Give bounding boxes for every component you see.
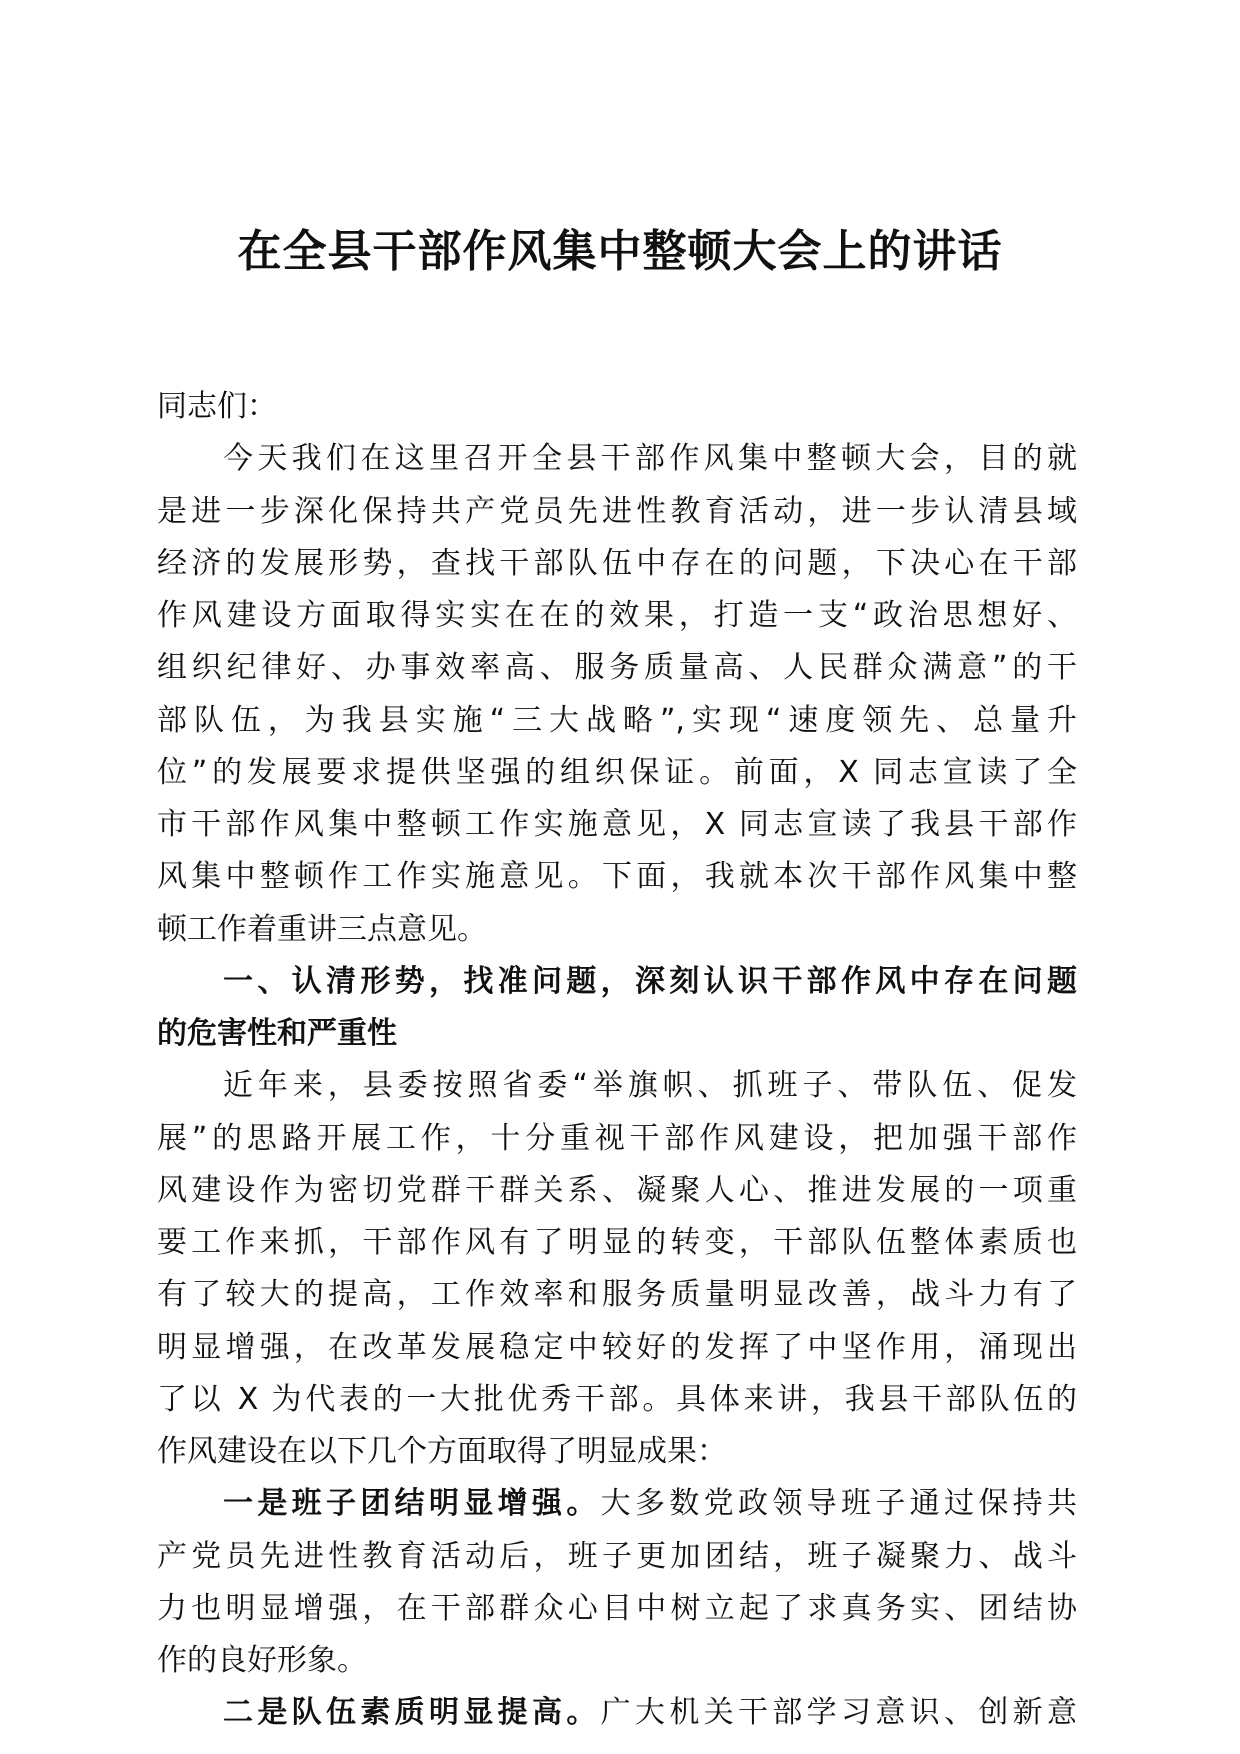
intro-line: 部队伍，为我县实施“三大战略”,实现“速度领先、总量升 [157, 702, 1077, 738]
section-paragraph-line: 了以 X 为代表的一大批优秀干部。具体来讲，我县干部队伍的 [157, 1381, 1077, 1417]
point-two-first-line [157, 1687, 1077, 1739]
point-one-line: 产党员先进性教育活动后，班子更加团结，班子凝聚力、战斗 [157, 1538, 1077, 1574]
intro-line: 组织纪律好、办事效率高、服务质量高、人民群众满意”的干 [157, 650, 1077, 686]
point-one-text: 大多数党政领导班子通过保持共 [600, 1486, 1077, 1522]
section-heading: 一、认清形势，找准问题，深刻认识干部作风中存在问题 [223, 963, 1077, 999]
section-paragraph-line: 风建设作为密切党群干群关系、凝聚人心、推进发展的一项重 [157, 1172, 1077, 1208]
intro-line: 作风建设方面取得实实在在的效果，打造一支“政治思想好、 [157, 598, 1077, 633]
salutation: 同志们： [157, 389, 277, 424]
intro-line: 市干部作风集中整顿工作实施意见，X 同志宣读了我县干部作 [157, 807, 1077, 842]
point-one-line: 力也明显增强，在干部群众心目中树立起了求真务实、团结协 [157, 1590, 1077, 1626]
section-heading: 的危害性和严重性 [157, 1016, 397, 1051]
document-title: 在全县干部作风集中整顿大会上的讲话 [237, 226, 1003, 277]
section-paragraph-line: 展”的思路开展工作，十分重视干部作风建设，把加强干部作 [157, 1120, 1077, 1156]
intro-line: 顿工作着重讲三点意见。 [157, 911, 487, 947]
section-paragraph-line: 明显增强，在改革发展稳定中较好的发挥了中坚作用，涌现出 [157, 1329, 1077, 1365]
point-two-lead: 二是队伍素质明显提高。 [223, 1695, 601, 1731]
point-one-lead: 一是班子团结明显增强。 [223, 1486, 601, 1522]
intro-line: 经济的发展形势，查找干部队伍中存在的问题，下决心在干部 [157, 545, 1077, 581]
section-paragraph-line: 作风建设在以下几个方面取得了明显成果： [157, 1434, 727, 1469]
intro-line: 是进一步深化保持共产党员先进性教育活动，进一步认清县域 [157, 493, 1077, 529]
intro-line: 位”的发展要求提供坚强的组织保证。前面，X 同志宣读了全 [157, 754, 1077, 790]
point-one-line: 作的良好形象。 [157, 1643, 367, 1678]
intro-line: 今天我们在这里召开全县干部作风集中整顿大会，目的就 [223, 441, 1077, 477]
intro-line: 风集中整顿作工作实施意见。下面，我就本次干部作风集中整 [157, 859, 1077, 895]
section-paragraph-line: 有了较大的提高，工作效率和服务质量明显改善，战斗力有了 [157, 1277, 1077, 1313]
section-paragraph-line: 要工作来抓，干部作风有了明显的转变，干部队伍整体素质也 [157, 1225, 1077, 1260]
section-paragraph-line: 近年来，县委按照省委“举旗帜、抓班子、带队伍、促发 [223, 1068, 1077, 1104]
document-body [157, 381, 1077, 1740]
point-two-text: 广大机关干部学习意识、创新意 [600, 1695, 1077, 1731]
point-one-first-line [157, 1478, 1077, 1530]
